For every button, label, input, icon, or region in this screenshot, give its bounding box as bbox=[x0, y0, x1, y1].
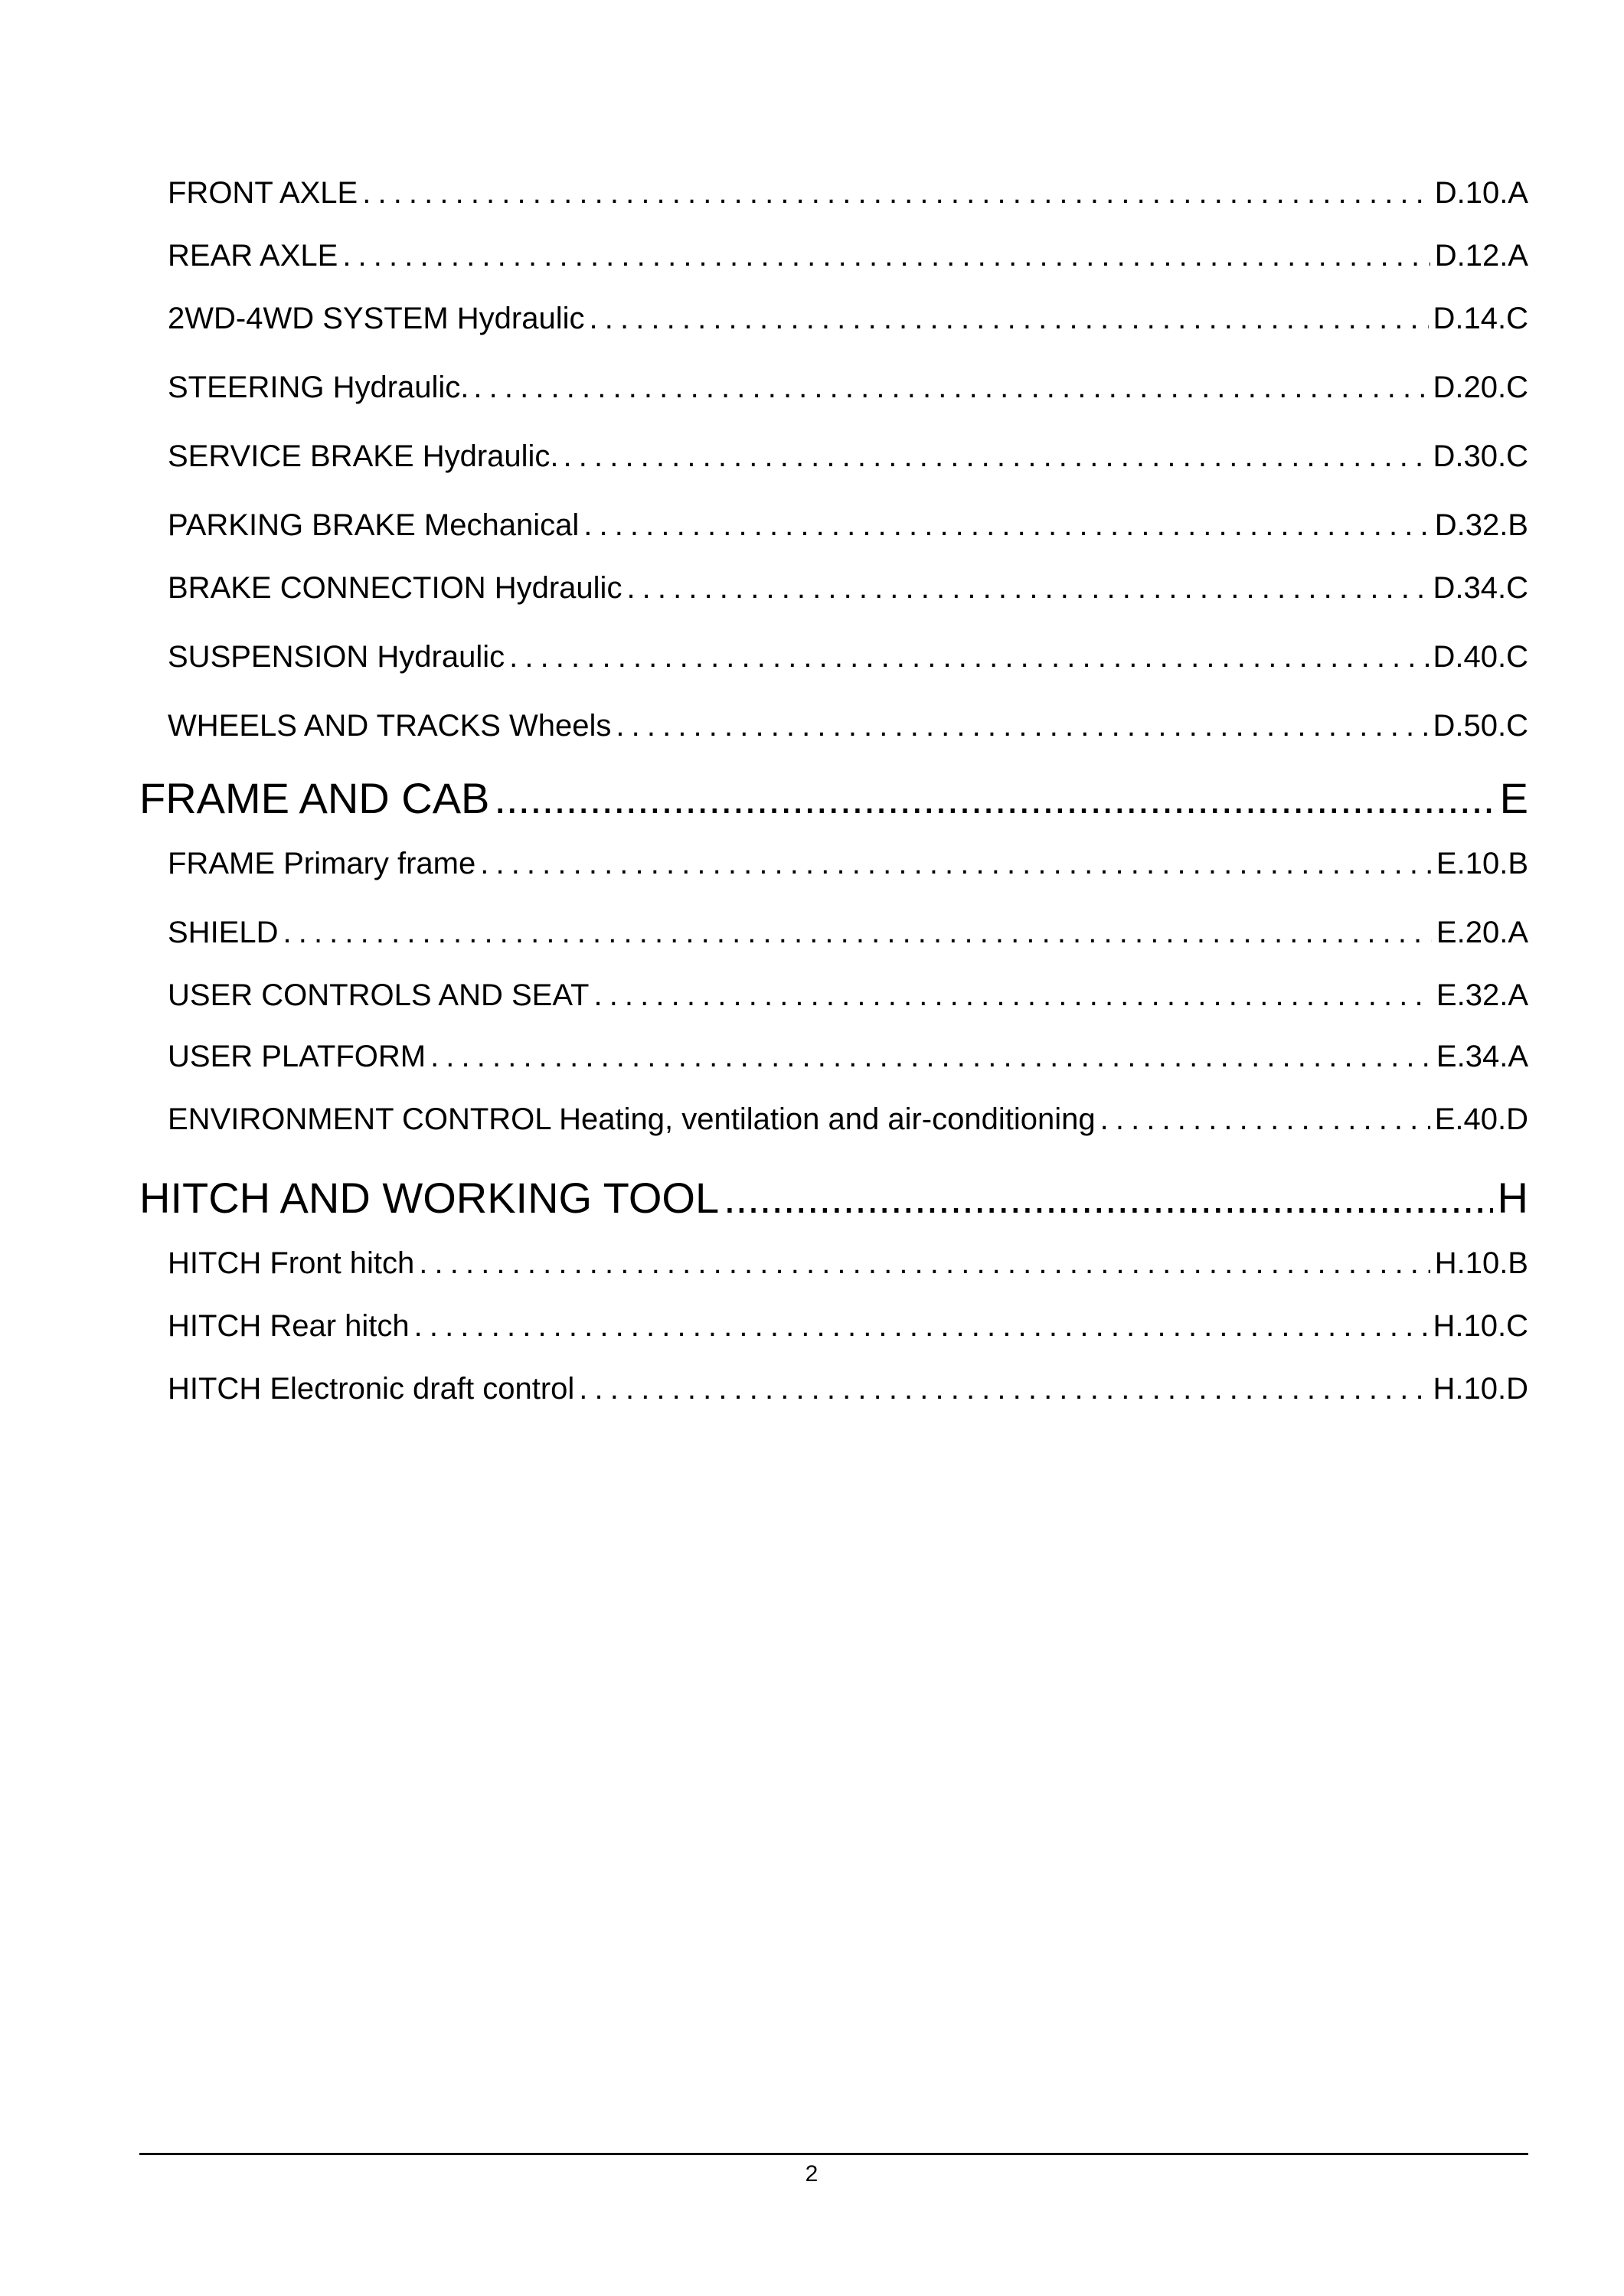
toc-entry-2wd-4wd-system[interactable] bbox=[168, 302, 1528, 336]
toc-entry-shield[interactable] bbox=[168, 916, 1528, 950]
toc-title: STEERING Hydraulic. bbox=[168, 371, 469, 404]
toc-code: D.40.C bbox=[1433, 640, 1528, 674]
toc-code: H.10.D bbox=[1433, 1372, 1528, 1406]
toc-entry-parking-brake[interactable] bbox=[168, 508, 1528, 543]
toc-entry-hitch-rear[interactable] bbox=[168, 1309, 1528, 1344]
toc-entry-wheels-and-tracks[interactable] bbox=[168, 709, 1528, 743]
page-number: 2 bbox=[805, 2161, 819, 2187]
toc-entry-user-platform[interactable] bbox=[168, 1040, 1528, 1074]
dot-leader bbox=[473, 371, 1428, 405]
toc-code: E.40.D bbox=[1434, 1102, 1528, 1136]
toc-title: SUSPENSION Hydraulic bbox=[168, 640, 505, 674]
toc-code: E.34.A bbox=[1436, 1040, 1528, 1073]
toc-title: USER CONTROLS AND SEAT bbox=[168, 978, 590, 1012]
toc-entry-hitch-electronic-draft[interactable] bbox=[168, 1372, 1528, 1406]
dot-leader bbox=[626, 571, 1428, 606]
dot-leader bbox=[430, 1040, 1432, 1074]
toc-title: WHEELS AND TRACKS Wheels bbox=[168, 709, 612, 743]
toc-code: D.50.C bbox=[1433, 709, 1528, 743]
dot-leader bbox=[509, 640, 1428, 674]
dot-leader bbox=[724, 1173, 1492, 1223]
toc-title: SHIELD bbox=[168, 916, 279, 949]
toc-title: REAR AXLE bbox=[168, 239, 338, 273]
toc-code: E.10.B bbox=[1436, 847, 1528, 880]
toc-title: HITCH Electronic draft control bbox=[168, 1372, 575, 1406]
dot-leader bbox=[564, 439, 1429, 474]
toc-title: FRAME Primary frame bbox=[168, 847, 476, 880]
toc-code: D.30.C bbox=[1433, 439, 1528, 473]
dot-leader bbox=[593, 978, 1431, 1013]
toc-section-frame-and-cab[interactable] bbox=[139, 773, 1528, 823]
toc-code: D.12.A bbox=[1434, 239, 1528, 273]
toc-entry-suspension[interactable] bbox=[168, 640, 1528, 674]
dot-leader bbox=[419, 1246, 1430, 1281]
toc-entry-hitch-front[interactable] bbox=[168, 1246, 1528, 1281]
dot-leader bbox=[494, 773, 1495, 823]
toc-entry-user-controls[interactable] bbox=[168, 978, 1528, 1013]
toc-title: FRONT AXLE bbox=[168, 176, 358, 210]
dot-leader bbox=[590, 302, 1429, 336]
toc-section-code: E bbox=[1499, 774, 1528, 822]
toc-entry-service-brake[interactable] bbox=[168, 439, 1528, 474]
toc-title: 2WD-4WD SYSTEM Hydraulic bbox=[168, 302, 585, 335]
dot-leader bbox=[583, 508, 1430, 543]
toc-title: HITCH Front hitch bbox=[168, 1246, 415, 1280]
toc-code: H.10.B bbox=[1434, 1246, 1528, 1280]
toc-section-title: HITCH AND WORKING TOOL bbox=[139, 1174, 720, 1222]
toc-entry-rear-axle[interactable] bbox=[168, 239, 1528, 273]
toc-code: H.10.C bbox=[1433, 1309, 1528, 1343]
toc-entry-steering[interactable] bbox=[168, 371, 1528, 405]
toc-entry-environment-control[interactable] bbox=[168, 1102, 1528, 1137]
toc-title: HITCH Rear hitch bbox=[168, 1309, 410, 1343]
toc-code: D.10.A bbox=[1434, 176, 1528, 210]
toc-entry-brake-connection[interactable] bbox=[168, 571, 1528, 606]
toc-code: D.20.C bbox=[1433, 371, 1528, 404]
dot-leader bbox=[579, 1372, 1428, 1406]
dot-leader bbox=[342, 239, 1430, 273]
dot-leader bbox=[616, 709, 1428, 743]
dot-leader bbox=[283, 916, 1432, 950]
dot-leader bbox=[480, 847, 1432, 881]
toc-code: D.32.B bbox=[1434, 508, 1528, 542]
toc-title: USER PLATFORM bbox=[168, 1040, 426, 1073]
toc-entry-front-axle[interactable] bbox=[168, 176, 1528, 211]
toc-section-title: FRAME AND CAB bbox=[139, 774, 490, 822]
toc-entry-frame-primary[interactable] bbox=[168, 847, 1528, 881]
toc-code: E.20.A bbox=[1436, 916, 1528, 949]
toc-code: D.14.C bbox=[1433, 302, 1528, 335]
dot-leader bbox=[414, 1309, 1429, 1344]
footer-rule bbox=[139, 2153, 1528, 2155]
toc-section-code: H bbox=[1497, 1174, 1528, 1222]
toc-title: BRAKE CONNECTION Hydraulic bbox=[168, 571, 622, 605]
toc-section-hitch-and-working-tool[interactable] bbox=[139, 1173, 1528, 1223]
dot-leader bbox=[362, 176, 1430, 211]
toc-title: PARKING BRAKE Mechanical bbox=[168, 508, 580, 542]
toc-code: D.34.C bbox=[1433, 571, 1528, 605]
dot-leader bbox=[1100, 1102, 1430, 1137]
toc-title: ENVIRONMENT CONTROL Heating, ventilation and air-conditioning bbox=[168, 1102, 1096, 1136]
toc-title: SERVICE BRAKE Hydraulic. bbox=[168, 439, 559, 473]
toc-code: E.32.A bbox=[1436, 978, 1528, 1012]
